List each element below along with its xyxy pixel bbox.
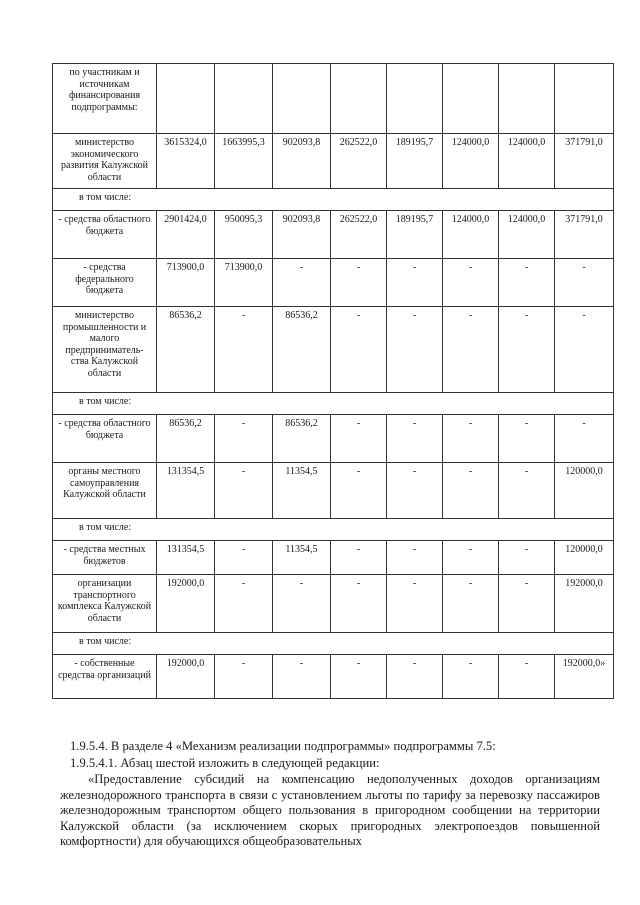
value-cell: 192000,0 — [157, 655, 215, 699]
value-cell: 124000,0 — [499, 211, 555, 259]
value-cell: 189195,7 — [387, 134, 443, 189]
value-cell: - — [215, 541, 273, 575]
value-cell — [215, 64, 273, 134]
value-cell: 11354,5 — [273, 541, 331, 575]
paragraph-1-9-5-4-1: 1.9.5.4.1. Абзац шестой изложить в следующей редакции: — [70, 756, 380, 770]
value-cell: - — [555, 259, 614, 307]
value-cell: 371791,0 — [555, 134, 614, 189]
value-cell: - — [499, 575, 555, 633]
value-cell — [499, 64, 555, 134]
value-cell: 1663995,3 — [215, 134, 273, 189]
value-cell: 713900,0 — [157, 259, 215, 307]
row-label: - средства федерального бюджета — [53, 259, 157, 307]
value-cell: - — [215, 575, 273, 633]
value-cell: - — [499, 259, 555, 307]
value-cell: 86536,2 — [273, 307, 331, 393]
value-cell: 192000,0» — [555, 655, 614, 699]
row-label: органы местного самоуправления Калужской области — [53, 463, 157, 519]
value-cell: 120000,0 — [555, 541, 614, 575]
row-label: по участникам и источникам финансирования подпрограммы: — [53, 64, 157, 134]
table-row — [53, 575, 614, 633]
value-cell: 262522,0 — [331, 134, 387, 189]
value-cell: - — [331, 463, 387, 519]
value-cell: - — [273, 259, 331, 307]
value-cell: - — [387, 575, 443, 633]
value-cell: - — [443, 655, 499, 699]
value-cell — [387, 64, 443, 134]
table-subheader-row — [53, 393, 614, 415]
row-label: министерство экономического развития Калужской области — [53, 134, 157, 189]
paragraph-quoted-text: «Предоставление субсидий на компенсацию недополученных доходов организациям железнодорожного транспорта в связи с установлением льготы по тарифу за перевозку пассажиров железнодорожным транспортом общего пользования в пригородном сообщении на территории Калужской области (за исключением скорых пригородных электропоездов повышенной комфортности) для обучающихся общеобразовательных — [60, 772, 600, 848]
value-cell: - — [387, 541, 443, 575]
row-subheader: в том числе: — [53, 633, 614, 655]
value-cell: - — [499, 415, 555, 463]
value-cell: 950095,3 — [215, 211, 273, 259]
table-row — [53, 134, 614, 189]
value-cell: - — [331, 415, 387, 463]
table-row — [53, 259, 614, 307]
value-cell: - — [555, 307, 614, 393]
value-cell — [443, 64, 499, 134]
value-cell: - — [215, 655, 273, 699]
value-cell: - — [499, 541, 555, 575]
row-label: - средства местных бюджетов — [53, 541, 157, 575]
table-subheader-row — [53, 633, 614, 655]
value-cell: 86536,2 — [157, 307, 215, 393]
value-cell: 124000,0 — [499, 134, 555, 189]
value-cell: 192000,0 — [157, 575, 215, 633]
value-cell: - — [443, 575, 499, 633]
table-subheader-row — [53, 519, 614, 541]
paragraph-1-9-5-4: 1.9.5.4. В разделе 4 «Механизм реализации подпрограммы» подпрограммы 7.5: — [70, 739, 496, 753]
table-row — [53, 541, 614, 575]
value-cell: - — [387, 463, 443, 519]
table-row — [53, 463, 614, 519]
value-cell: - — [443, 415, 499, 463]
value-cell: 11354,5 — [273, 463, 331, 519]
financing-table — [52, 63, 614, 699]
row-label: министерство промышленности и малого предприниматель-ства Калужской области — [53, 307, 157, 393]
row-label: - средства областного бюджета — [53, 211, 157, 259]
value-cell — [331, 64, 387, 134]
value-cell: - — [215, 463, 273, 519]
value-cell: - — [443, 541, 499, 575]
value-cell: - — [499, 463, 555, 519]
value-cell: 124000,0 — [443, 211, 499, 259]
value-cell: 131354,5 — [157, 541, 215, 575]
value-cell: - — [273, 655, 331, 699]
value-cell: - — [499, 655, 555, 699]
value-cell: - — [443, 463, 499, 519]
value-cell: - — [387, 307, 443, 393]
table-row — [53, 307, 614, 393]
value-cell: - — [387, 655, 443, 699]
value-cell: 120000,0 — [555, 463, 614, 519]
value-cell: 902093,8 — [273, 211, 331, 259]
value-cell: 124000,0 — [443, 134, 499, 189]
value-cell: 86536,2 — [273, 415, 331, 463]
value-cell: - — [215, 307, 273, 393]
value-cell: - — [499, 307, 555, 393]
value-cell: 262522,0 — [331, 211, 387, 259]
value-cell: - — [273, 575, 331, 633]
value-cell: 902093,8 — [273, 134, 331, 189]
row-subheader: в том числе: — [53, 519, 614, 541]
value-cell: 131354,5 — [157, 463, 215, 519]
row-subheader: в том числе: — [53, 393, 614, 415]
value-cell: - — [443, 259, 499, 307]
table-subheader-row — [53, 189, 614, 211]
value-cell: 371791,0 — [555, 211, 614, 259]
row-subheader: в том числе: — [53, 189, 614, 211]
value-cell: - — [331, 307, 387, 393]
row-label: - средства областного бюджета — [53, 415, 157, 463]
value-cell: - — [387, 415, 443, 463]
value-cell: 86536,2 — [157, 415, 215, 463]
value-cell: 189195,7 — [387, 211, 443, 259]
value-cell: 713900,0 — [215, 259, 273, 307]
value-cell: - — [443, 307, 499, 393]
table-row — [53, 655, 614, 699]
value-cell: - — [215, 415, 273, 463]
value-cell: 2901424,0 — [157, 211, 215, 259]
table-row — [53, 64, 614, 134]
value-cell: - — [387, 259, 443, 307]
value-cell — [157, 64, 215, 134]
value-cell: - — [331, 575, 387, 633]
value-cell: - — [331, 259, 387, 307]
value-cell: - — [331, 655, 387, 699]
row-label: - собственные средства организаций — [53, 655, 157, 699]
table-row — [53, 211, 614, 259]
value-cell: - — [331, 541, 387, 575]
value-cell: 192000,0 — [555, 575, 614, 633]
value-cell — [273, 64, 331, 134]
row-label: организации транспортного комплекса Калужской области — [53, 575, 157, 633]
value-cell: 3615324,0 — [157, 134, 215, 189]
table-row — [53, 415, 614, 463]
value-cell — [555, 64, 614, 134]
value-cell: - — [555, 415, 614, 463]
